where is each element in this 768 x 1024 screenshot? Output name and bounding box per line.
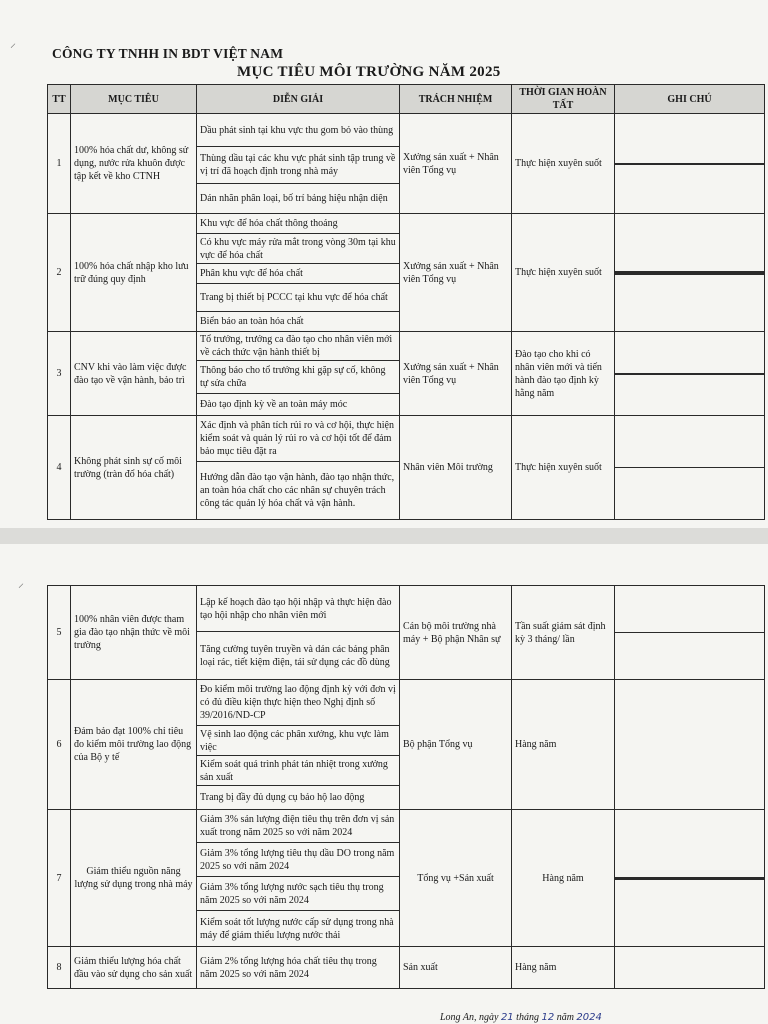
row-subtask: Giảm 3% tổng lượng tiêu thụ dầu DO trong năm 2025 so với năm 2024 xyxy=(197,843,400,877)
date-day: 21 xyxy=(500,1012,514,1023)
row-goal: 100% hóa chất dư, không sử dụng, nước rửa khuôn được tập kết về kho CTNH xyxy=(71,114,197,214)
row-subtask: Tổ trưởng, trưởng ca đào tạo cho nhân viên mới về cách thức vận hành thiết bị xyxy=(197,332,400,361)
row-subtask: Thùng dầu tại các khu vực phát sinh tập trung về vị trí đã hoạch định trong nhà máy xyxy=(197,147,400,184)
objectives-table-part-1 xyxy=(47,84,765,520)
row-subtask: Dán nhãn phân loại, bố trí bảng hiệu nhận diện xyxy=(197,184,400,214)
row-subtask: Giảm 2% tổng lượng hóa chất tiêu thụ trong năm 2025 so với năm 2024 xyxy=(197,947,400,989)
row-subtask: Hướng dẫn đào tạo vận hành, đào tạo nhận thức, an toàn hóa chất cho các nhân sự chuyên trách công tác quản lý hóa chất và vận hành. xyxy=(197,462,400,520)
row-subtask: Tăng cường tuyên truyền và dán các bảng phân loại rác, tiết kiệm điện, tái sử dụng các đồ dùng xyxy=(197,632,400,680)
row-completion-time: Thực hiện xuyên suốt xyxy=(512,114,615,214)
header-resp: TRÁCH NHIỆM xyxy=(400,85,512,114)
date-month-label: tháng xyxy=(516,1012,539,1023)
row-completion-time: Hàng năm xyxy=(512,947,615,989)
table-row xyxy=(48,416,765,462)
row-responsibility: Bộ phận Tổng vụ xyxy=(400,680,512,810)
row-number: 5 xyxy=(48,586,71,680)
row-note xyxy=(615,332,765,416)
table-row xyxy=(48,114,765,147)
date-month: 12 xyxy=(541,1012,555,1023)
row-note xyxy=(615,214,765,332)
row-subtask: Đo kiểm môi trường lao động định kỳ với đơn vị có đủ điều kiện thực hiện theo Nghị định số 39/2016/ND-CP xyxy=(197,680,400,726)
row-responsibility: Xưởng sản xuất + Nhân viên Tổng vụ xyxy=(400,114,512,214)
company-name: CÔNG TY TNHH IN BDT VIỆT NAM xyxy=(52,46,284,61)
header-time: THỜI GIAN HOÀN TẤT xyxy=(512,85,615,114)
signature-date-line xyxy=(440,1012,602,1023)
row-completion-time: Hàng năm xyxy=(512,680,615,810)
table-row xyxy=(48,332,765,361)
row-number: 3 xyxy=(48,332,71,416)
table-row xyxy=(48,947,765,989)
row-responsibility: Cán bộ môi trường nhà máy + Bộ phận Nhân sự xyxy=(400,586,512,680)
row-subtask: Khu vực để hóa chất thông thoáng xyxy=(197,214,400,234)
row-note xyxy=(615,810,765,947)
row-goal: Không phát sinh sự cố môi trường (tràn đổ hóa chất) xyxy=(71,416,197,520)
row-goal: 100% hóa chất nhập kho lưu trữ đúng quy định xyxy=(71,214,197,332)
row-subtask: Vệ sinh lao động các phân xưởng, khu vực làm việc xyxy=(197,726,400,756)
row-subtask: Lập kế hoạch đào tạo hội nhập và thực hiện đào tạo hội nhập cho nhân viên mới xyxy=(197,586,400,632)
row-goal: Giảm thiểu nguồn năng lượng sử dụng trong nhà máy xyxy=(71,810,197,947)
header-tt: TT xyxy=(48,85,71,114)
header-goal: MỤC TIÊU xyxy=(71,85,197,114)
row-goal: Đảm bảo đạt 100% chỉ tiêu đo kiểm môi trường lao động của Bộ y tế xyxy=(71,680,197,810)
row-completion-time: Hàng năm xyxy=(512,810,615,947)
row-responsibility: Nhân viên Môi trường xyxy=(400,416,512,520)
row-note xyxy=(615,680,765,810)
row-goal: 100% nhân viên được tham gia đào tạo nhận thức về môi trường xyxy=(71,586,197,680)
row-goal: Giảm thiểu lượng hóa chất đầu vào sử dụng cho sản xuất xyxy=(71,947,197,989)
table-row xyxy=(48,214,765,234)
row-completion-time: Thực hiện xuyên suốt xyxy=(512,214,615,332)
row-note xyxy=(615,416,765,520)
table-row xyxy=(48,680,765,726)
row-completion-time: Tần suất giám sát định kỳ 3 tháng/ lần xyxy=(512,586,615,680)
pen-mark: ⸝ xyxy=(18,576,25,590)
row-subtask: Thông báo cho tổ trưởng khi gặp sự cố, không tự sửa chữa xyxy=(197,361,400,394)
row-subtask: Phân khu vực để hóa chất xyxy=(197,264,400,284)
row-subtask: Xác định và phân tích rủi ro và cơ hội, thực hiện kiểm soát và quản lý rủi ro và cơ hội tốt để đảm bảo mục tiêu đặt ra xyxy=(197,416,400,462)
row-subtask: Trang bị thiết bị PCCC tại khu vực để hóa chất xyxy=(197,284,400,312)
page-separator xyxy=(0,528,768,544)
row-number: 2 xyxy=(48,214,71,332)
row-subtask: Có khu vực máy rửa mắt trong vòng 30m tại khu vực để hóa chất xyxy=(197,234,400,264)
date-year: 2024 xyxy=(576,1012,602,1023)
row-number: 8 xyxy=(48,947,71,989)
date-year-label: năm xyxy=(556,1012,574,1023)
row-subtask: Dầu phát sinh tại khu vực thu gom bỏ vào thùng xyxy=(197,114,400,147)
row-subtask: Kiểm soát tốt lượng nước cấp sử dụng trong nhà máy để giảm thiểu lượng nước thải xyxy=(197,911,400,947)
row-note xyxy=(615,114,765,214)
row-subtask: Biển báo an toàn hóa chất xyxy=(197,312,400,332)
table-header-row xyxy=(48,85,765,114)
row-goal: CNV khi vào làm việc được đào tạo về vận hành, bảo trì xyxy=(71,332,197,416)
row-number: 7 xyxy=(48,810,71,947)
header-desc: DIỄN GIẢI xyxy=(197,85,400,114)
row-completion-time: Thực hiện xuyên suốt xyxy=(512,416,615,520)
table-row xyxy=(48,586,765,632)
row-responsibility: Xưởng sản xuất + Nhân viên Tổng vụ xyxy=(400,332,512,416)
row-note xyxy=(615,947,765,989)
row-responsibility: Tổng vụ +Sản xuất xyxy=(400,810,512,947)
row-subtask: Kiểm soát quá trình phát tán nhiệt trong xưởng sản xuất xyxy=(197,756,400,786)
row-subtask: Đào tạo định kỳ về an toàn máy móc xyxy=(197,394,400,416)
row-subtask: Giảm 3% sản lượng điện tiêu thụ trên đơn vị sản xuất trong năm 2025 so với năm 2024 xyxy=(197,810,400,843)
objectives-table-part-2 xyxy=(47,585,765,989)
row-responsibility: Sản xuất xyxy=(400,947,512,989)
pen-mark: ⸝ xyxy=(10,36,17,50)
row-subtask: Giảm 3% tổng lượng nước sạch tiêu thụ trong năm 2025 so với năm 2024 xyxy=(197,877,400,911)
row-responsibility: Xưởng sản xuất + Nhân viên Tổng vụ xyxy=(400,214,512,332)
row-completion-time: Đào tạo cho khi có nhân viên mới và tiến hành đào tạo định kỳ hằng năm xyxy=(512,332,615,416)
row-note xyxy=(615,586,765,680)
table-row xyxy=(48,810,765,843)
row-number: 6 xyxy=(48,680,71,810)
row-number: 1 xyxy=(48,114,71,214)
header-note: GHI CHÚ xyxy=(615,85,765,114)
date-place: Long An, ngày xyxy=(440,1012,499,1023)
row-subtask: Trang bị đầy đủ dụng cụ bảo hộ lao động xyxy=(197,786,400,810)
row-number: 4 xyxy=(48,416,71,520)
document-title: MỤC TIÊU MÔI TRƯỜNG NĂM 2025 xyxy=(237,64,501,80)
